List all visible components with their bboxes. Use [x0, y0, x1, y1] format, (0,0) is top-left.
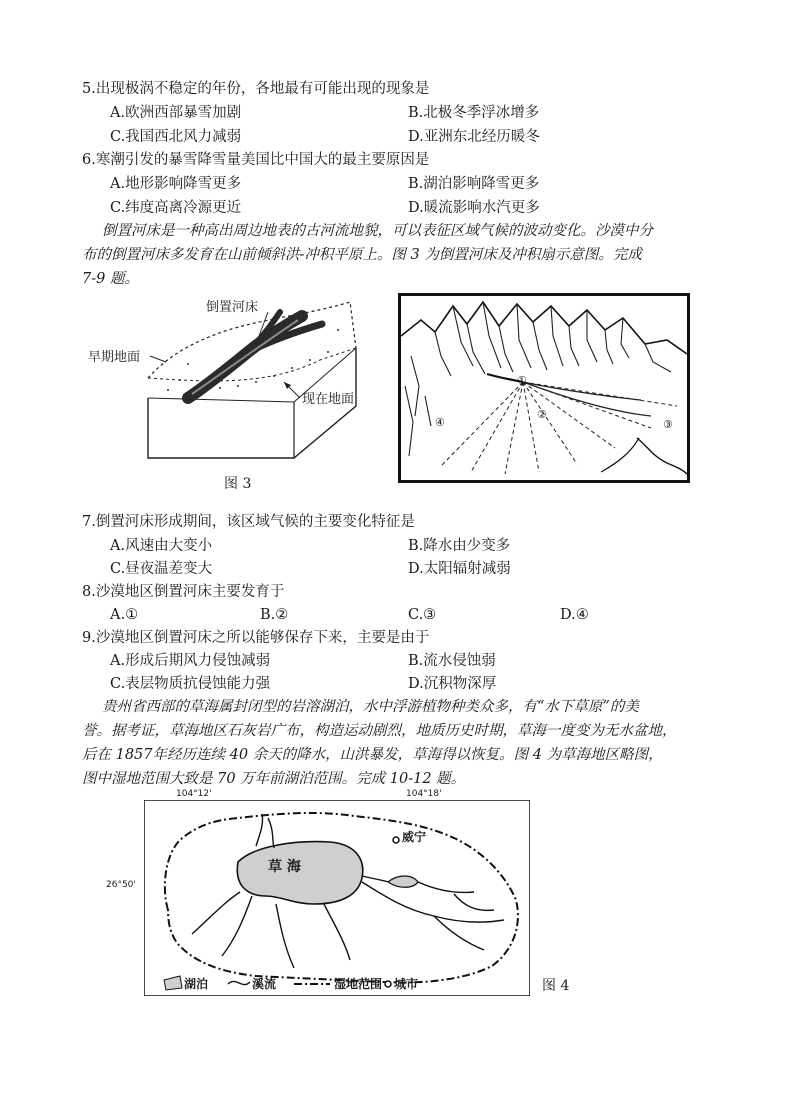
- q5-option-b[interactable]: B.北极冬季浮冰增多: [408, 105, 540, 121]
- marker-4: ④: [435, 416, 445, 429]
- legend-wetland: 湿地范围: [334, 977, 383, 991]
- q5-option-a[interactable]: A.欧洲西部暴雪加剧: [110, 105, 242, 121]
- q8-stem: 8.沙漠地区倒置河床主要发育于: [82, 584, 285, 600]
- marker-1: ①: [517, 374, 527, 387]
- label-inverted-riverbed: 倒置河床: [206, 300, 259, 315]
- passage1-line2: 布的倒置河床多发育在山前倾斜洪-冲积平原上。图 3 为倒置河床及冲积扇示意图。完成: [82, 247, 642, 263]
- q6-option-b[interactable]: B.湖泊影响降雪更多: [408, 176, 540, 192]
- lat-label: 26°50': [106, 880, 136, 890]
- q8-option-c[interactable]: C.③: [408, 607, 437, 623]
- q5-option-c[interactable]: C.我国西北风力减弱: [110, 129, 242, 145]
- q9-option-b[interactable]: B.流水侵蚀弱: [408, 653, 496, 669]
- q7-option-b[interactable]: B.降水由少变多: [408, 538, 511, 554]
- q6-option-a[interactable]: A.地形影响降雪更多: [110, 176, 242, 192]
- passage2-line4: 图中湿地范围大致是 70 万年前湖泊范围。完成 10-12 题。: [82, 771, 466, 787]
- figure4-caption: 图 4: [542, 978, 570, 994]
- figure3-block-diagram: [88, 290, 360, 470]
- q9-option-c[interactable]: C.表层物质抗侵蚀能力强: [110, 676, 271, 692]
- legend-stream: 溪流: [252, 977, 277, 991]
- q5-stem: 5.出现极涡不稳定的年份，各地最有可能出现的现象是: [82, 81, 430, 97]
- lon-label-1: 104°12': [176, 789, 212, 799]
- q7-option-a[interactable]: A.风速由大变小: [110, 538, 213, 554]
- q7-option-d[interactable]: D.太阳辐射减弱: [408, 561, 511, 577]
- figure4-map: [144, 800, 530, 996]
- label-current-ground: 现在地面: [302, 392, 355, 407]
- q8-option-a[interactable]: A.①: [110, 607, 139, 623]
- legend-lake: 湖泊: [184, 977, 209, 991]
- figure3-alluvial-fan: [398, 293, 690, 483]
- passage1-line1: 倒置河床是一种高出周边地表的古河流地貌，可以表征区域气候的波动变化。沙漠中分: [102, 223, 653, 239]
- figure3-caption: 图 3: [224, 476, 252, 492]
- label-weining: 威宁: [402, 830, 427, 844]
- label-caohai-lake: 草 海: [268, 859, 301, 875]
- label-early-ground: 早期地面: [88, 350, 141, 365]
- q6-option-c[interactable]: C.纬度高离冷源更近: [110, 200, 242, 216]
- q9-option-d[interactable]: D.沉积物深厚: [408, 676, 497, 692]
- passage2-line2: 誉。据考证，草海地区石灰岩广布，构造运动剧烈，地质历史时期，草海一度变为无水盆地，: [82, 723, 677, 739]
- marker-3: ③: [663, 418, 673, 431]
- passage2-line3: 后在 1857年经历连续 40 余天的降水，山洪暴发，草海得以恢复。图 4 为草海地区略图，: [82, 747, 663, 763]
- q5-option-d[interactable]: D.亚洲东北经历暖冬: [408, 129, 540, 145]
- q6-option-d[interactable]: D.暖流影响水汽更多: [408, 200, 540, 216]
- q8-option-d[interactable]: D.④: [560, 607, 589, 623]
- passage2-line1: 贵州省西部的草海属封闭型的岩溶湖泊，水中浮游植物种类众多，有“水下草原”的美: [102, 699, 639, 715]
- q8-option-b[interactable]: B.②: [260, 607, 289, 623]
- legend-city: 城市: [394, 977, 419, 991]
- q9-option-a[interactable]: A.形成后期风力侵蚀减弱: [110, 653, 271, 669]
- q7-stem: 7.倒置河床形成期间，该区域气候的主要变化特征是: [82, 514, 415, 530]
- q7-option-c[interactable]: C.昼夜温差变大: [110, 561, 213, 577]
- q9-stem: 9.沙漠地区倒置河床之所以能够保存下来，主要是由于: [82, 630, 430, 646]
- q6-stem: 6.寒潮引发的暴雪降雪量美国比中国大的最主要原因是: [82, 152, 430, 168]
- lon-label-2: 104°18': [406, 789, 442, 799]
- marker-2: ②: [537, 408, 547, 421]
- passage1-line3: 7-9 题。: [82, 271, 139, 287]
